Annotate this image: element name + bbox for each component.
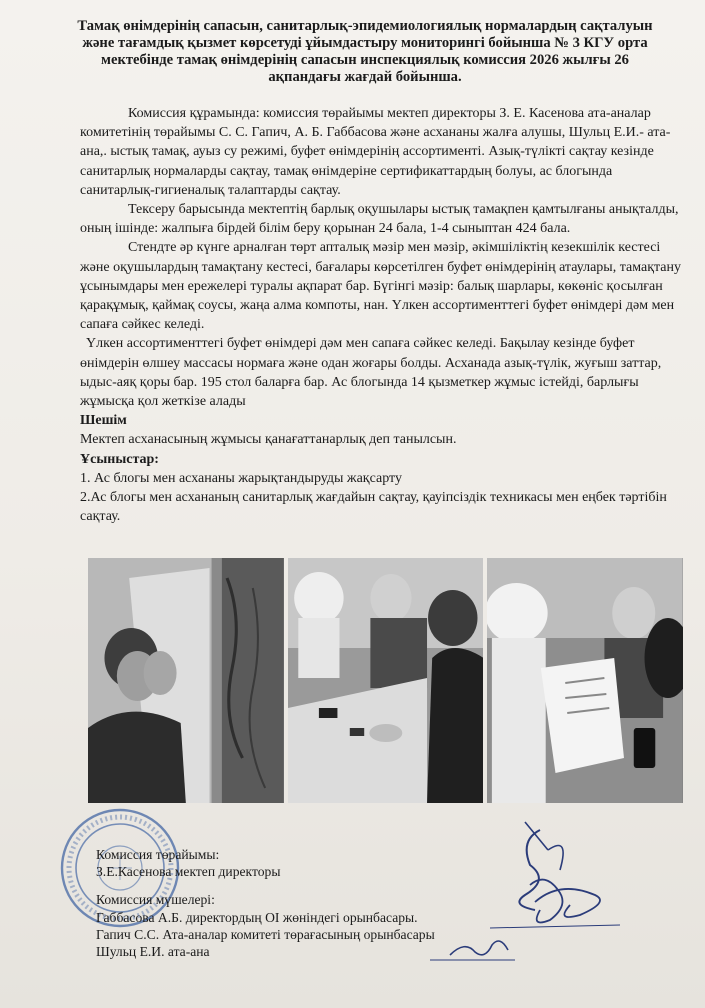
paragraph-menu: Стендте әр күнге арналған төрт апталық мәзір мен мәзір, әкімшіліктің кезекшілік кестесі және оқушылардың тамақтану кестесі, бағалары көрсетілген буфет өнімдерінің атаулары, тамақтану ұсынымдары мен ережелері туралы ақпарат бар. Бүгінгі мәзір: балық шарлары, көкөніс қосылған қарақұмық, қаймақ соусы, жаңа алма компоты, нан. Үлкен ассортименттегі буфет өнімдері дәм мен сапаға сәйкес келеді. bbox=[80, 240, 681, 333]
recommendations-heading: Ұсыныстар: bbox=[80, 451, 159, 467]
paragraph-inspection: Тексеру барысында мектептің барлық оқушылары ыстық тамақпен қамтылғаны анықталды, оның ішінде: жалпыға бірдей білім беру қорынан 24 бала, 1-4 сыныптан 424 бала. bbox=[80, 202, 679, 237]
decision-text: Мектеп асханасының жұмысы қанағаттанарлық деп танылсын. bbox=[80, 432, 457, 448]
chair-label: Комиссия төрайымы: bbox=[96, 847, 220, 862]
document-title: Тамақ өнімдерінің сапасын, санитарлық-эпидемиологиялық нормалардың сақталуын және тағамдық қызмет көрсетуді ұйымдастыру мониторингі бойынша № 3 КГУ орта мектебінде тамақ өнімдерінің сапасын инспекциялық комиссия 2026 жылғы 26 ақпандағы жағдай бойынша. bbox=[77, 18, 653, 85]
member-line: Гапич С.С. Ата-аналар комитеті төрағасының орынбасары bbox=[96, 926, 435, 942]
photo-commission-at-table bbox=[288, 558, 484, 803]
paragraph-commission: Комиссия құрамында: комиссия төрайымы мектеп директоры З. Е. Касенова ата-аналар комитетінің төрайымы С. С. Гапич, А. Б. Габбасова және асхананы жалға алушы, Шульц Е.И.- ата-ана,. ыстық тамақ, ауыз су режимі, буфет өнімдерінің ассортименті. Азық-түлікті сақтау кезінде санитарлық нормаларды сақтау, тамақ өнімдеріне сертификаттардың болуы, ас блогында санитарлық-гигиеналық талаптарды сақтау. bbox=[80, 106, 671, 198]
chair-name: З.Е.Касенова мектеп директоры bbox=[96, 864, 281, 880]
signature-block bbox=[96, 846, 576, 960]
member-line: Габбасова А.Б. директордың ОІ жөніндегі орынбасары. bbox=[96, 909, 418, 925]
document-body bbox=[80, 104, 685, 526]
decision-heading: Шешім bbox=[80, 413, 127, 429]
recommendation-item: 1. Ас блогы мен асхананы жарықтандыруды жақсарту bbox=[80, 470, 402, 486]
paragraph-buffet: Үлкен ассортименттегі буфет өнімдері дәм мен сапаға сәйкес келеді. Бақылау кезінде буфет өнімдерін өлшеу массасы нормаға және одан жоғары болды. Асханада азық-түлік, жуғыш заттар, ыдыс-аяқ қоры бар. 195 стол баларға бар. Ас блогында 14 қызметкер жұмыс істейді, барлығы жұмысқа қол жеткізе алады bbox=[80, 336, 662, 410]
photo-strip bbox=[88, 558, 683, 803]
photo-cook-and-inspector bbox=[487, 558, 683, 803]
member-line: Шульц Е.И. ата-ана bbox=[96, 944, 210, 960]
members-label: Комиссия мүшелері: bbox=[96, 892, 215, 908]
recommendation-item: 2.Ас блогы мен асхананың санитарлық жағдайын сақтау, қауіпсіздік техникасы мен еңбек тәртібін сақтау. bbox=[80, 490, 667, 525]
photo-woman-near-stand bbox=[88, 558, 284, 803]
